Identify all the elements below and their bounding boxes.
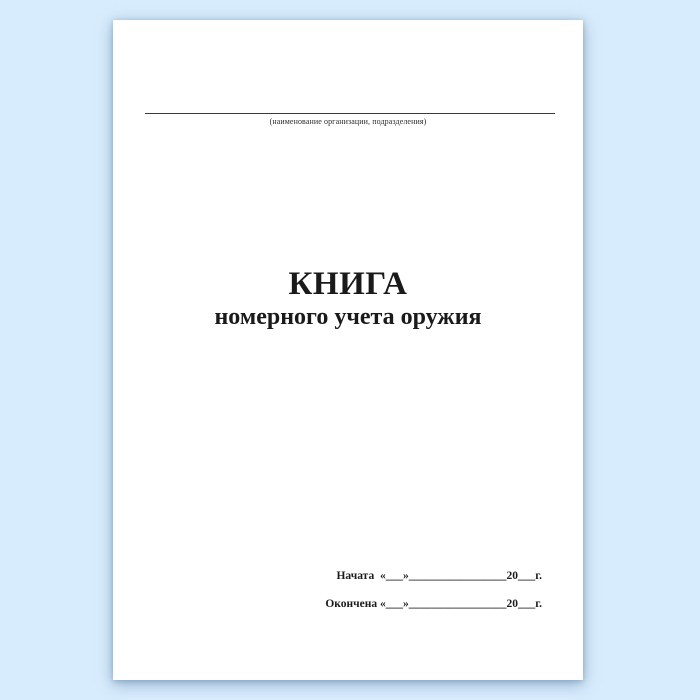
date-finished-line: Окончена «___»_________________20___г.	[325, 598, 542, 610]
title-block	[113, 264, 583, 330]
dates-block	[325, 569, 542, 611]
date-started-line: Начата «___»_________________20___г.	[336, 570, 542, 582]
organization-name-blank-line	[145, 113, 555, 114]
document-page	[113, 20, 583, 680]
document-subtitle: номерного учета оружия	[214, 304, 482, 330]
document-title: КНИГА	[288, 266, 408, 302]
organization-name-caption: (наименование организации, подразделения)	[269, 117, 427, 126]
